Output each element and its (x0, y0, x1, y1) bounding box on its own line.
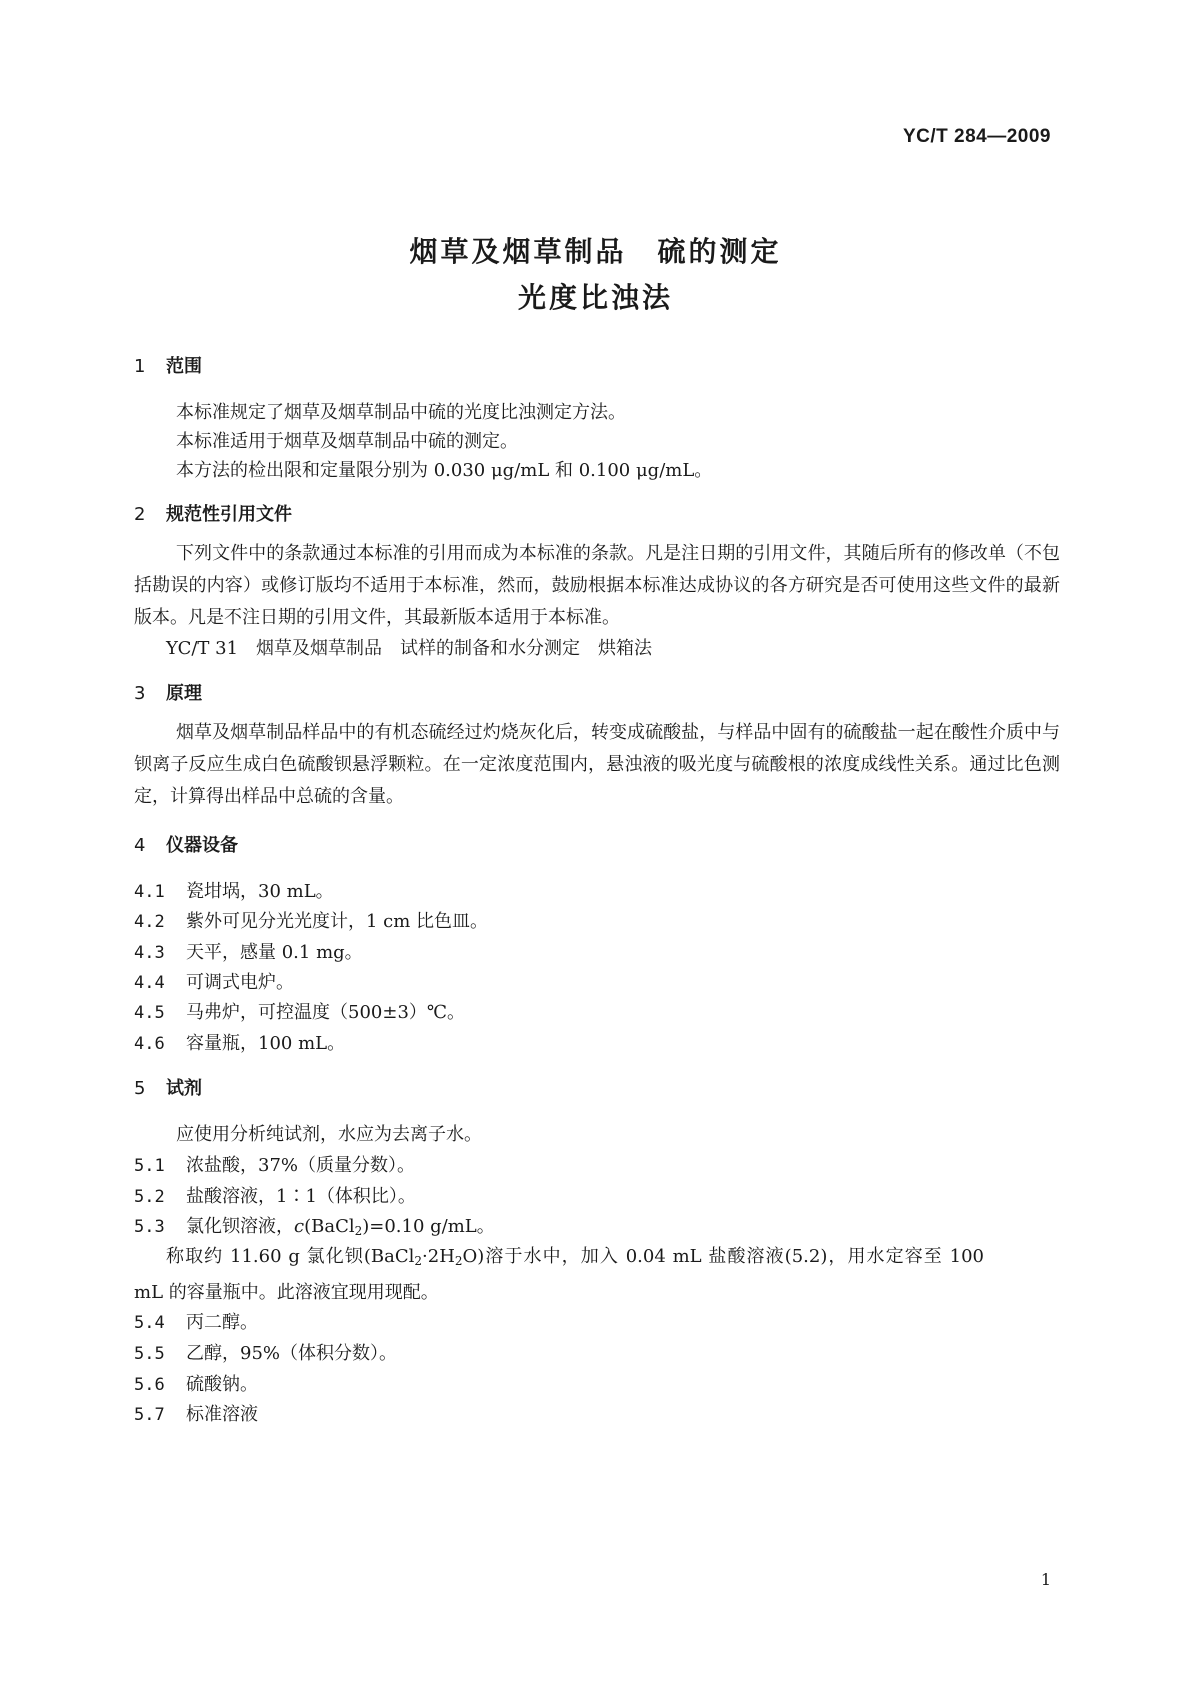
list-item: 5.1 浓盐酸，37%（质量分数）。 (134, 1155, 416, 1176)
section-5-intro: 应使用分析纯试剂，水应为去离子水。 (176, 1124, 482, 1145)
document-title-line2: 光度比浊法 (517, 281, 673, 314)
barium-chloride-preparation: 称取约 11.60 g 氯化钡$(BaCl_2\cdot 2H_2O)$溶于水中，加入 0.04 mL 盐酸溶液(5.2)，用水定容至 100 mL 的容量瓶中。此溶液宜现用现配。 (134, 1246, 985, 1303)
list-item-5-3: 5.3 氯化钡溶液，c(BaCl$_2$)=0.10 g/mL。 (134, 1216, 495, 1238)
list-item: 4.6 容量瓶，100 mL。 (134, 1033, 346, 1054)
normative-reference: YC/T 31 烟草及烟草制品 试样的制备和水分测定 烘箱法 (166, 638, 653, 659)
list-item: 4.3 天平，感量 0.1 mg。 (134, 942, 363, 963)
standard-code: YC/T 284—2009 (902, 126, 1051, 147)
page-number: 1 (1040, 1570, 1051, 1589)
section-2-paragraph: 下列文件中的条款通过本标准的引用而成为本标准的条款。凡是注日期的引用文件，其随后所有的修改单（不包括勘误的内容）或修订版均不适用于本标准，然而，鼓励根据本标准达成协议的各方研究是否可使用这些文件的最新版本。凡是不注日期的引用文件，其最新版本适用于本标准。 (134, 543, 1060, 628)
section-4-heading: 4 仪器设备 (134, 835, 238, 856)
list-item: 5.2 盐酸溶液，1∶1（体积比）。 (134, 1186, 416, 1207)
section-1-paragraph-2: 本标准适用于烟草及烟草制品中硫的测定。 (176, 431, 518, 452)
list-item: 5.6 硫酸钠。 (134, 1374, 258, 1395)
list-item: 5.4 丙二醇。 (134, 1312, 258, 1333)
section-1-paragraph-3: 本方法的检出限和定量限分别为 0.030 μg/mL 和 0.100 μg/mL。 (176, 460, 713, 481)
section-3-heading: 3 原理 (134, 683, 202, 704)
list-item: 4.4 可调式电炉。 (134, 972, 294, 993)
list-item: 4.2 紫外可见分光光度计，1 cm 比色皿。 (134, 911, 489, 932)
list-item: 5.7 标准溶液 (134, 1404, 258, 1425)
section-5-heading: 5 试剂 (134, 1078, 202, 1099)
section-1-heading: 1 范围 (134, 356, 202, 377)
section-3-paragraph: 烟草及烟草制品样品中的有机态硫经过灼烧灰化后，转变成硫酸盐，与样品中固有的硫酸盐一起在酸性介质中与钡离子反应生成白色硫酸钡悬浮颗粒。在一定浓度范围内，悬浊液的吸光度与硫酸根的浓度成线性关系。通过比色测定，计算得出样品中总硫的含量。 (134, 722, 1060, 807)
section-2-heading: 2 规范性引用文件 (134, 504, 292, 525)
section-1-paragraph-1: 本标准规定了烟草及烟草制品中硫的光度比浊测定方法。 (176, 402, 626, 423)
list-item: 4.5 马弗炉，可控温度（500±3）℃。 (134, 1002, 466, 1023)
document-title-line1: 烟草及烟草制品 硫的测定 (409, 235, 782, 268)
list-item: 4.1 瓷坩埚，30 mL。 (134, 881, 334, 902)
list-item: 5.5 乙醇，95%（体积分数）。 (134, 1343, 398, 1364)
